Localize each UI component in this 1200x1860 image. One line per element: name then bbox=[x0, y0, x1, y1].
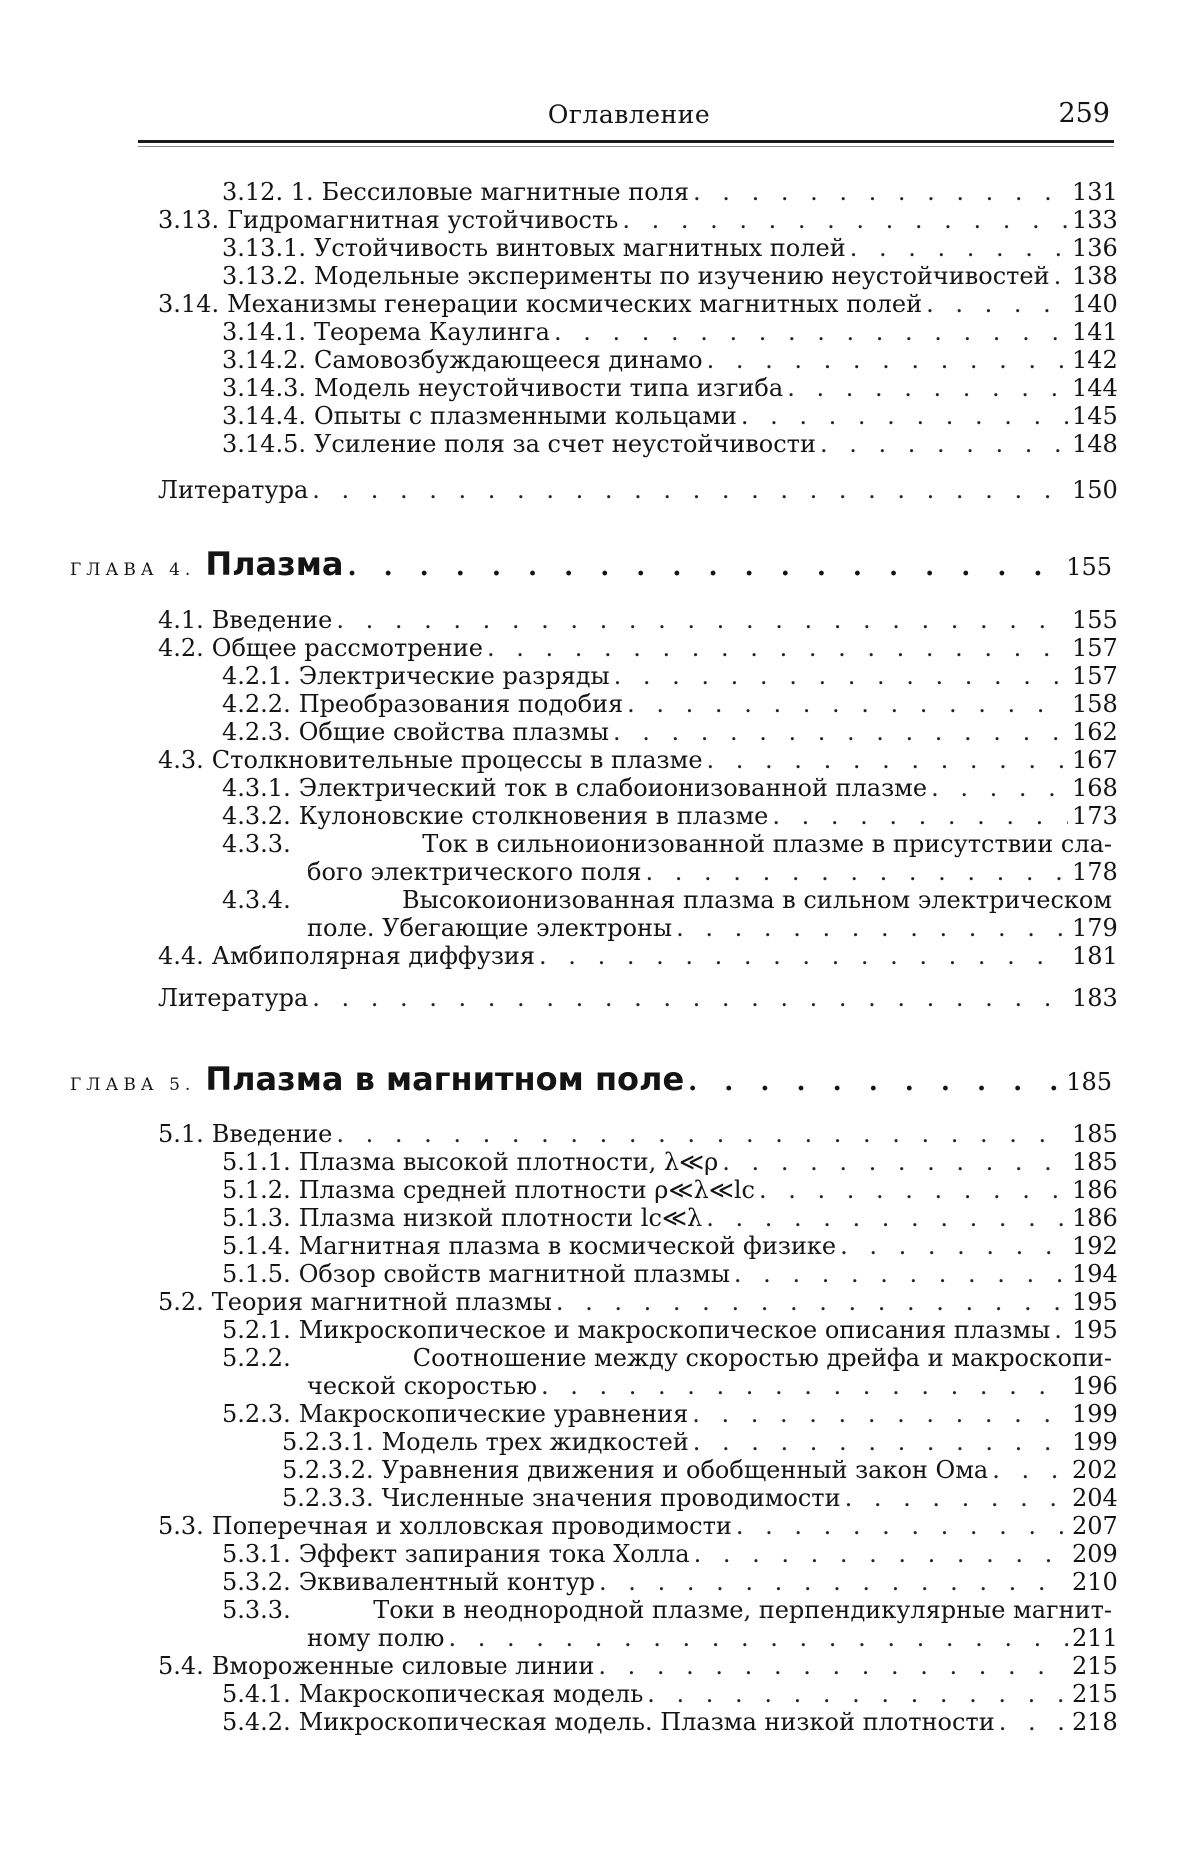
toc-entry-title: Преобразования подобия bbox=[298, 690, 624, 718]
leader-dots bbox=[347, 552, 1062, 582]
toc-entry-title: Общие свойства плазмы bbox=[298, 718, 609, 746]
toc-entry-page: 162 bbox=[1072, 718, 1118, 746]
toc-entry bbox=[222, 1204, 1118, 1232]
chapter-page: 155 bbox=[1066, 553, 1112, 581]
toc-entry-page: 158 bbox=[1072, 690, 1118, 718]
toc-entry-continuation bbox=[307, 858, 1118, 886]
leader-dots bbox=[706, 1204, 1068, 1232]
toc-entry-title-cont: бого электрического поля bbox=[307, 858, 642, 886]
toc-entry-page: 207 bbox=[1072, 1512, 1118, 1540]
toc-entry-page: 192 bbox=[1072, 1232, 1118, 1260]
toc-entry-number: 5.2.3.3. bbox=[282, 1484, 374, 1512]
toc-entry bbox=[222, 1708, 1118, 1736]
leader-dots bbox=[312, 476, 1068, 504]
header-rule bbox=[138, 140, 1114, 143]
toc-entry bbox=[222, 234, 1118, 262]
toc-entry-page: 157 bbox=[1072, 634, 1118, 662]
toc-entry bbox=[222, 690, 1118, 718]
leader-dots bbox=[676, 914, 1068, 942]
toc-entry-page: 195 bbox=[1072, 1316, 1118, 1344]
toc-entry bbox=[222, 374, 1118, 402]
toc-entry-number: 5.2.3. bbox=[222, 1400, 291, 1428]
toc-entry-number: 3.14. bbox=[158, 290, 220, 318]
toc-entry bbox=[222, 1344, 1112, 1372]
toc-entry-number: 5.1.3. bbox=[222, 1204, 291, 1232]
toc-entry-number: 4.3.4. bbox=[222, 886, 291, 914]
toc-entry-number: 5.4. bbox=[158, 1652, 204, 1680]
leader-dots bbox=[448, 1624, 1068, 1652]
toc-entry-page: 215 bbox=[1072, 1680, 1118, 1708]
toc-entry bbox=[282, 1428, 1118, 1456]
toc-entry-title: Общее рассмотрение bbox=[211, 634, 483, 662]
toc-entry bbox=[222, 1568, 1118, 1596]
leader-dots bbox=[736, 1512, 1068, 1540]
toc-entry bbox=[222, 178, 1118, 206]
toc-entry-number: 5.4.1. bbox=[222, 1680, 291, 1708]
toc-entry-page: 178 bbox=[1072, 858, 1118, 886]
toc-entry-number: 4.3.2. bbox=[222, 802, 291, 830]
toc-entry-number: 5.3. bbox=[158, 1512, 204, 1540]
leader-dots bbox=[999, 1708, 1068, 1736]
toc-entry-title: Токи в неоднородной плазме, перпендикулярные магнит- bbox=[373, 1596, 1112, 1624]
toc-entry bbox=[222, 402, 1118, 430]
toc-entry-title: Устойчивость винтовых магнитных полей bbox=[313, 234, 846, 262]
toc-entry-number: 4.2.3. bbox=[222, 718, 291, 746]
toc-entry-page: 131 bbox=[1072, 178, 1118, 206]
toc-entry bbox=[222, 1148, 1118, 1176]
toc-entry-number: 5.2.1. bbox=[222, 1316, 291, 1344]
leader-dots bbox=[541, 1372, 1068, 1400]
leader-dots bbox=[613, 718, 1068, 746]
leader-dots bbox=[707, 346, 1068, 374]
toc-entry-title: Микроскопическое и макроскопическое описания плазмы bbox=[298, 1316, 1051, 1344]
running-header bbox=[138, 96, 1120, 136]
leader-dots bbox=[926, 290, 1068, 318]
toc-entry-page: 186 bbox=[1072, 1176, 1118, 1204]
toc-entry-title: Модельные эксперименты по изучению неустойчивостей bbox=[313, 262, 1050, 290]
toc-entry-page: 218 bbox=[1072, 1708, 1118, 1736]
leader-dots bbox=[614, 662, 1068, 690]
leader-dots bbox=[787, 374, 1068, 402]
toc-entry-title: Литература bbox=[158, 476, 309, 504]
toc-entry-number: 3.14.2. bbox=[222, 346, 306, 374]
toc-entry-page: 181 bbox=[1072, 942, 1118, 970]
toc-entry-number: 3.14.3. bbox=[222, 374, 306, 402]
toc-entry-page: 196 bbox=[1072, 1372, 1118, 1400]
toc-entry-title: Соотношение между скоростью дрейфа и макроскопи- bbox=[412, 1344, 1112, 1372]
chapter-heading bbox=[70, 545, 1112, 583]
toc-entry-title: Обзор свойств магнитной плазмы bbox=[298, 1260, 730, 1288]
toc-entry-page: 142 bbox=[1072, 346, 1118, 374]
toc-entry bbox=[222, 1680, 1118, 1708]
chapter-label: ГЛАВА 4. bbox=[70, 560, 196, 580]
toc-entry-title-cont: поле. Убегающие электроны bbox=[307, 914, 673, 942]
chapter-page: 185 bbox=[1066, 1068, 1112, 1096]
toc-entry-number: 3.14.4. bbox=[222, 402, 306, 430]
chapter-title: Плазма в магнитном поле bbox=[205, 1060, 685, 1098]
toc-entry-number: 3.14.1. bbox=[222, 318, 306, 346]
toc-entry-page: 194 bbox=[1072, 1260, 1118, 1288]
leader-dots bbox=[992, 1456, 1068, 1484]
toc-entry-number: 5.1.2. bbox=[222, 1176, 291, 1204]
toc-entry-page: 185 bbox=[1072, 1148, 1118, 1176]
toc-entry bbox=[282, 1484, 1118, 1512]
toc-entry-title: Численные значения проводимости bbox=[381, 1484, 841, 1512]
toc-entry bbox=[158, 984, 1118, 1012]
toc-entry-page: 157 bbox=[1072, 662, 1118, 690]
toc-entry-title: Магнитная плазма в космической физике bbox=[298, 1232, 837, 1260]
leader-dots bbox=[693, 178, 1068, 206]
toc-entry bbox=[222, 830, 1112, 858]
leader-dots bbox=[1054, 262, 1068, 290]
toc-entry bbox=[158, 476, 1118, 504]
toc-entry-title: Электрические разряды bbox=[298, 662, 610, 690]
toc-entry-number: 5.1.4. bbox=[222, 1232, 291, 1260]
toc-entry-title: Ток в сильноионизованной плазме в присутствии сла- bbox=[422, 830, 1112, 858]
leader-dots bbox=[741, 402, 1068, 430]
toc-entry-title: Введение bbox=[211, 606, 333, 634]
leader-dots bbox=[312, 984, 1068, 1012]
toc-entry-number: 5.4.2. bbox=[222, 1708, 291, 1736]
toc-entry-page: 179 bbox=[1072, 914, 1118, 942]
toc-entry-number: 4.4. bbox=[158, 942, 204, 970]
toc-entry-number: 5.3.2. bbox=[222, 1568, 291, 1596]
toc-entry-title-cont: ному полю bbox=[307, 1624, 445, 1652]
toc-entry-page: 136 bbox=[1072, 234, 1118, 262]
toc-entry-page: 195 bbox=[1072, 1288, 1118, 1316]
toc-entry-title: Плазма высокой плотности, λ≪ρ bbox=[298, 1148, 719, 1176]
chapter-heading bbox=[70, 1060, 1112, 1098]
leader-dots bbox=[759, 1176, 1068, 1204]
toc-entry bbox=[158, 1120, 1118, 1148]
leader-dots bbox=[1054, 1316, 1068, 1344]
toc-entry-page: 199 bbox=[1072, 1400, 1118, 1428]
toc-entry-title: Высокоионизованная плазма в сильном электрическом bbox=[402, 886, 1112, 914]
toc-entry-page: 144 bbox=[1072, 374, 1118, 402]
leader-dots bbox=[336, 606, 1068, 634]
toc-entry-page: 145 bbox=[1072, 402, 1118, 430]
toc-entry-number: 5.3.3. bbox=[222, 1596, 291, 1624]
leader-dots bbox=[554, 318, 1068, 346]
toc-entry-number: 3.13.1. bbox=[222, 234, 306, 262]
toc-entry-continuation bbox=[307, 914, 1118, 942]
toc-entry-number: 4.1. bbox=[158, 606, 204, 634]
toc-entry bbox=[222, 802, 1118, 830]
toc-entry bbox=[222, 1176, 1118, 1204]
toc-entry-page: 173 bbox=[1072, 802, 1118, 830]
toc-entry bbox=[158, 746, 1118, 774]
toc-entry-title: Теория магнитной плазмы bbox=[211, 1288, 552, 1316]
toc-entry-title: Электрический ток в слабоионизованной плазме bbox=[298, 774, 928, 802]
toc-entry-title: Поперечная и холловская проводимости bbox=[211, 1512, 732, 1540]
leader-dots bbox=[336, 1120, 1068, 1148]
toc-entry-page: 133 bbox=[1072, 206, 1118, 234]
toc-entry-title-cont: ческой скоростью bbox=[307, 1372, 537, 1400]
chapter-title: Плазма bbox=[205, 545, 344, 583]
toc-entry bbox=[222, 886, 1112, 914]
toc-entry-number: 5.1.1. bbox=[222, 1148, 291, 1176]
toc-entry-page: 211 bbox=[1072, 1624, 1118, 1652]
toc-entry bbox=[158, 1652, 1118, 1680]
toc-entry-page: 183 bbox=[1072, 984, 1118, 1012]
toc-entry bbox=[158, 1512, 1118, 1540]
toc-entry bbox=[222, 346, 1118, 374]
toc-entry-page: 167 bbox=[1072, 746, 1118, 774]
toc-entry-title: Модель трех жидкостей bbox=[381, 1428, 689, 1456]
toc-entry-page: 199 bbox=[1072, 1428, 1118, 1456]
leader-dots bbox=[693, 1428, 1068, 1456]
toc-entry bbox=[222, 262, 1118, 290]
leader-dots bbox=[692, 1400, 1068, 1428]
toc-entry-page: 202 bbox=[1072, 1456, 1118, 1484]
toc-entry-title: Опыты с плазменными кольцами bbox=[313, 402, 737, 430]
toc-entry-page: 140 bbox=[1072, 290, 1118, 318]
toc-entry-title: Плазма низкой плотности lc≪λ bbox=[298, 1204, 703, 1232]
leader-dots bbox=[627, 690, 1068, 718]
toc-entry-number: 5.2. bbox=[158, 1288, 204, 1316]
toc-entry bbox=[222, 774, 1118, 802]
toc-entry-title: Плазма средней плотности ρ≪λ≪lc bbox=[298, 1176, 755, 1204]
toc-entry bbox=[158, 606, 1118, 634]
toc-entry-number: 3.12. 1. bbox=[222, 178, 314, 206]
toc-entry bbox=[222, 1540, 1118, 1568]
toc-entry-number: 5.2.3.2. bbox=[282, 1456, 374, 1484]
toc-entry-title: Гидромагнитная устойчивость bbox=[227, 206, 619, 234]
header-page-number: 259 bbox=[1058, 98, 1110, 129]
toc-entry bbox=[158, 206, 1118, 234]
header-title: Оглавление bbox=[547, 100, 711, 129]
toc-entry-page: 215 bbox=[1072, 1652, 1118, 1680]
toc-entry-page: 209 bbox=[1072, 1540, 1118, 1568]
toc-entry-title: Микроскопическая модель. Плазма низкой плотности bbox=[298, 1708, 995, 1736]
toc-entry-page: 150 bbox=[1072, 476, 1118, 504]
toc-entry-title: Макроскопическая модель bbox=[298, 1680, 644, 1708]
toc-entry-title: Механизмы генерации космических магнитных полей bbox=[227, 290, 923, 318]
toc-entry-number: 5.3.1. bbox=[222, 1540, 291, 1568]
toc-entry bbox=[222, 1316, 1118, 1344]
leader-dots bbox=[622, 206, 1068, 234]
toc-entry-title: Самовозбуждающееся динамо bbox=[313, 346, 703, 374]
toc-entry bbox=[158, 634, 1118, 662]
leader-dots bbox=[931, 774, 1068, 802]
toc-entry-title: Кулоновские столкновения в плазме bbox=[298, 802, 769, 830]
toc-entry bbox=[282, 1456, 1118, 1484]
toc-entry-number: 5.2.3.1. bbox=[282, 1428, 374, 1456]
leader-dots bbox=[820, 430, 1068, 458]
toc-entry bbox=[222, 318, 1118, 346]
toc-entry bbox=[158, 290, 1118, 318]
toc-entry-number: 4.2.2. bbox=[222, 690, 291, 718]
header-rule-thin bbox=[138, 146, 1114, 147]
toc-entry-page: 148 bbox=[1072, 430, 1118, 458]
toc-entry-number: 3.14.5. bbox=[222, 430, 306, 458]
leader-dots bbox=[646, 858, 1068, 886]
toc-entry bbox=[222, 1596, 1112, 1624]
toc-entry-title: Теорема Каулинга bbox=[313, 318, 550, 346]
leader-dots bbox=[598, 1652, 1068, 1680]
toc-entry-title: Эквивалентный контур bbox=[298, 1568, 596, 1596]
toc-entry-page: 168 bbox=[1072, 774, 1118, 802]
toc-entry bbox=[158, 1288, 1118, 1316]
toc-entry bbox=[222, 1260, 1118, 1288]
leader-dots bbox=[734, 1260, 1068, 1288]
toc-entry-title: Макроскопические уравнения bbox=[298, 1400, 689, 1428]
toc-entry-page: 210 bbox=[1072, 1568, 1118, 1596]
toc-entry bbox=[222, 430, 1118, 458]
toc-entry-number: 3.13.2. bbox=[222, 262, 306, 290]
toc-entry-number: 4.3. bbox=[158, 746, 204, 774]
leader-dots bbox=[688, 1067, 1062, 1097]
leader-dots bbox=[556, 1288, 1068, 1316]
toc-entry-page: 155 bbox=[1072, 606, 1118, 634]
toc-entry-title: Столкновительные процессы в плазме bbox=[211, 746, 703, 774]
toc-entry-page: 186 bbox=[1072, 1204, 1118, 1232]
toc-entry-continuation bbox=[307, 1372, 1118, 1400]
leader-dots bbox=[647, 1680, 1068, 1708]
toc-entry-page: 138 bbox=[1072, 262, 1118, 290]
leader-dots bbox=[694, 1540, 1068, 1568]
leader-dots bbox=[840, 1232, 1068, 1260]
toc-entry-continuation bbox=[307, 1624, 1118, 1652]
toc-entry-title: Вмороженные силовые линии bbox=[211, 1652, 595, 1680]
toc-entry bbox=[222, 1232, 1118, 1260]
leader-dots bbox=[707, 746, 1068, 774]
leader-dots bbox=[539, 942, 1068, 970]
toc-entry-title: Эффект запирания тока Холла bbox=[298, 1540, 690, 1568]
toc-entry-number: 5.2.2. bbox=[222, 1344, 291, 1372]
toc-entry-title: Уравнения движения и обобщенный закон Ома bbox=[381, 1456, 989, 1484]
toc-entry-number: 5.1.5. bbox=[222, 1260, 291, 1288]
toc-entry-number: 3.13. bbox=[158, 206, 220, 234]
leader-dots bbox=[487, 634, 1068, 662]
toc-entry-page: 141 bbox=[1072, 318, 1118, 346]
toc-entry-title: Введение bbox=[211, 1120, 333, 1148]
toc-entry-number: 4.3.1. bbox=[222, 774, 291, 802]
toc-entry-title: Литература bbox=[158, 984, 309, 1012]
toc-entry bbox=[222, 662, 1118, 690]
toc-entry-title: Амбиполярная диффузия bbox=[211, 942, 536, 970]
toc-entry bbox=[222, 718, 1118, 746]
toc-entry-page: 204 bbox=[1072, 1484, 1118, 1512]
toc-entry-number: 5.1. bbox=[158, 1120, 204, 1148]
leader-dots bbox=[845, 1484, 1068, 1512]
toc-entry-title: Усиление поля за счет неустойчивости bbox=[313, 430, 816, 458]
toc-entry-page: 185 bbox=[1072, 1120, 1118, 1148]
toc-entry-title: Модель неустойчивости типа изгиба bbox=[313, 374, 784, 402]
toc-entry bbox=[222, 1400, 1118, 1428]
toc-entry bbox=[158, 942, 1118, 970]
toc-entry-title: Бессиловые магнитные поля bbox=[321, 178, 690, 206]
leader-dots bbox=[722, 1148, 1068, 1176]
toc-entry-number: 4.3.3. bbox=[222, 830, 291, 858]
toc-entry-number: 4.2.1. bbox=[222, 662, 291, 690]
leader-dots bbox=[772, 802, 1068, 830]
leader-dots bbox=[850, 234, 1068, 262]
toc-entry-number: 4.2. bbox=[158, 634, 204, 662]
leader-dots bbox=[599, 1568, 1068, 1596]
chapter-label: ГЛАВА 5. bbox=[70, 1075, 196, 1095]
